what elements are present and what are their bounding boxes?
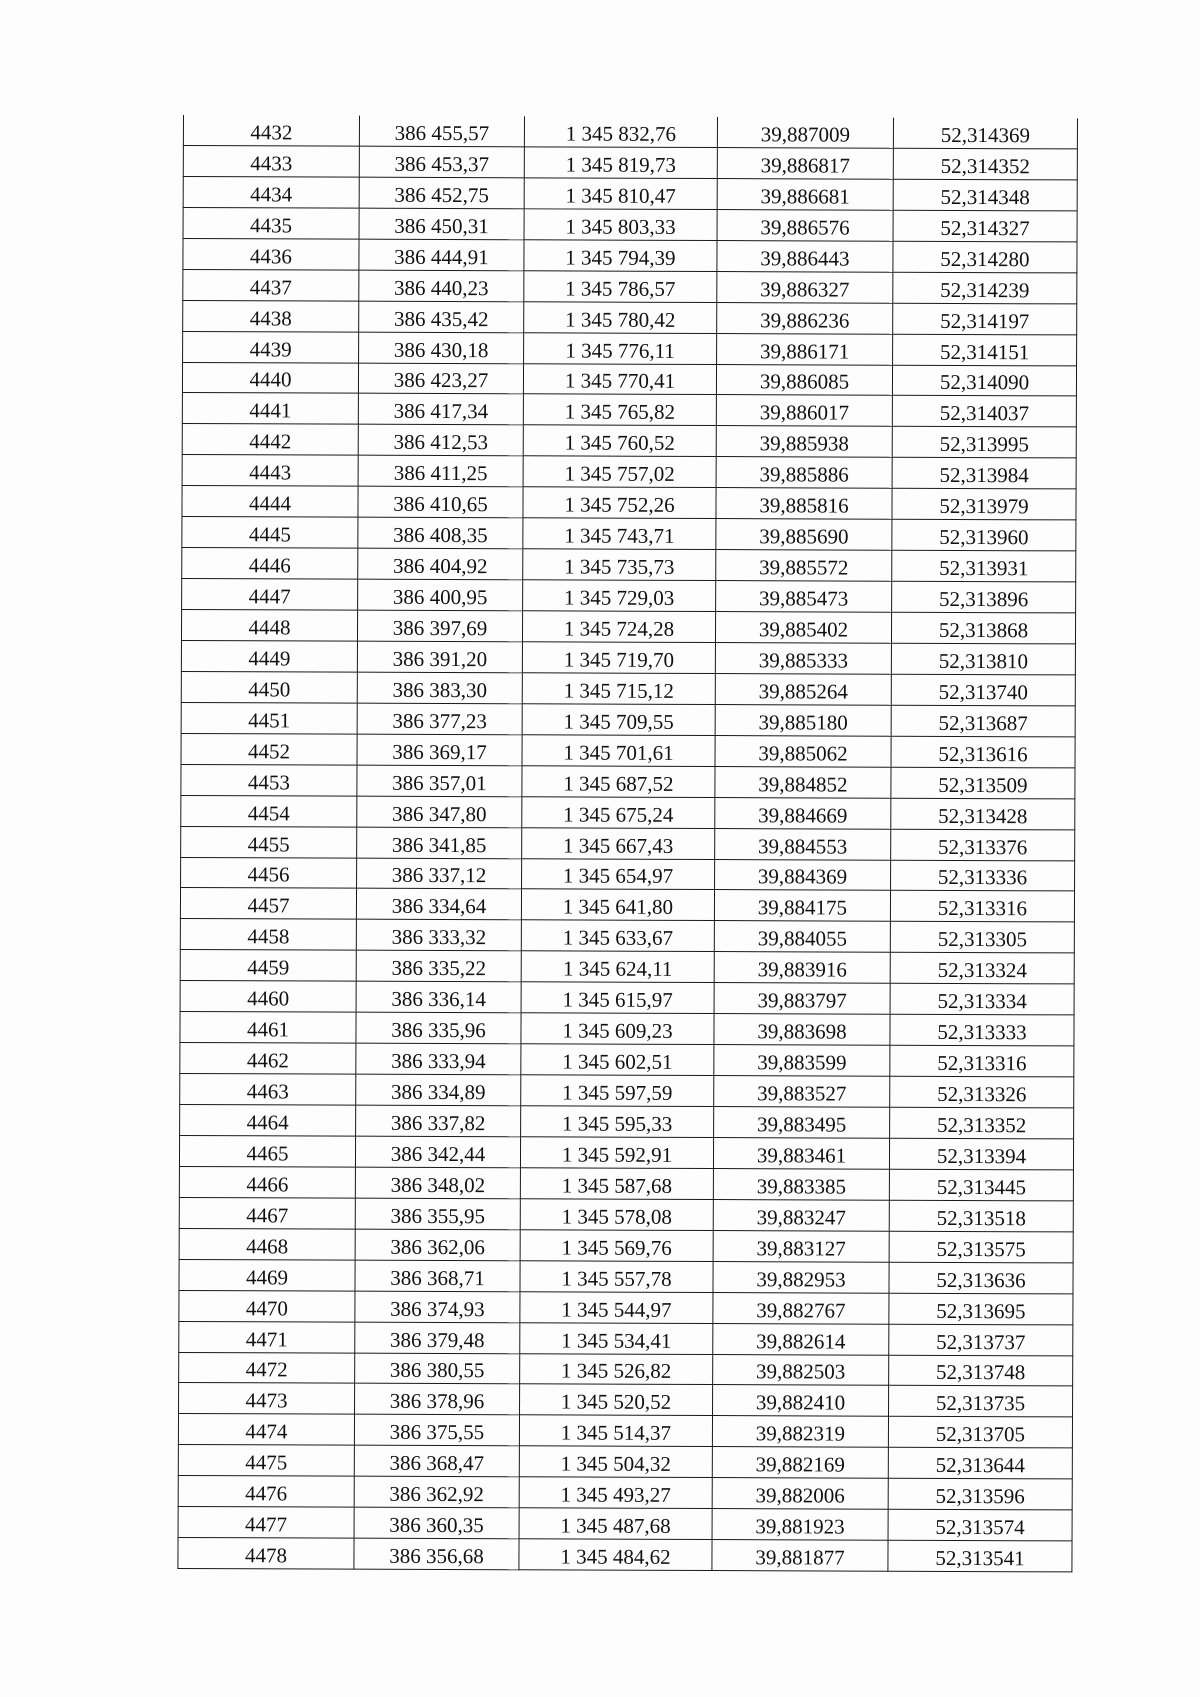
table-row <box>181 826 1075 860</box>
point-number-cell: 4447 <box>182 579 358 611</box>
longitude-cell: 39,887009 <box>717 117 893 148</box>
longitude-cell: 39,883127 <box>713 1230 889 1262</box>
longitude-cell: 39,883461 <box>713 1137 889 1169</box>
y-coordinate-cell: 1 345 760,52 <box>523 425 716 457</box>
x-coordinate-cell: 386 342,44 <box>355 1136 520 1168</box>
table-row <box>183 145 1077 179</box>
table-row <box>180 1012 1074 1046</box>
table-row <box>179 1259 1073 1293</box>
point-number-cell: 4465 <box>179 1135 355 1167</box>
longitude-cell: 39,885062 <box>715 735 891 767</box>
table-row <box>182 517 1076 551</box>
longitude-cell: 39,885690 <box>716 519 892 551</box>
x-coordinate-cell: 386 404,92 <box>358 548 523 580</box>
x-coordinate-cell: 386 378,96 <box>355 1384 520 1416</box>
latitude-cell: 52,313995 <box>892 427 1076 459</box>
latitude-cell: 52,313596 <box>888 1478 1072 1510</box>
latitude-cell: 52,313695 <box>889 1293 1073 1325</box>
x-coordinate-cell: 386 411,25 <box>358 455 523 487</box>
x-coordinate-cell: 386 423,27 <box>358 363 523 395</box>
latitude-cell: 52,313896 <box>892 581 1076 613</box>
latitude-cell: 52,313305 <box>890 922 1074 954</box>
latitude-cell: 52,314352 <box>893 148 1077 180</box>
longitude-cell: 39,886085 <box>716 364 892 396</box>
coordinates-table-body <box>178 115 1078 1572</box>
y-coordinate-cell: 1 345 675,24 <box>522 796 715 828</box>
point-number-cell: 4473 <box>179 1383 355 1415</box>
y-coordinate-cell: 1 345 534,41 <box>520 1322 713 1354</box>
x-coordinate-cell: 386 412,53 <box>358 425 523 457</box>
y-coordinate-cell: 1 345 514,37 <box>519 1415 712 1447</box>
x-coordinate-cell: 386 440,23 <box>359 270 524 302</box>
x-coordinate-cell: 386 337,82 <box>356 1105 521 1137</box>
y-coordinate-cell: 1 345 609,23 <box>521 1013 714 1045</box>
x-coordinate-cell: 386 360,35 <box>354 1507 519 1539</box>
point-number-cell: 4442 <box>182 424 358 456</box>
table-row <box>183 207 1077 241</box>
y-coordinate-cell: 1 345 487,68 <box>519 1508 712 1540</box>
table-row <box>183 115 1077 149</box>
latitude-cell: 52,313316 <box>890 891 1074 923</box>
x-coordinate-cell: 386 410,65 <box>358 486 523 518</box>
y-coordinate-cell: 1 345 520,52 <box>520 1384 713 1416</box>
x-coordinate-cell: 386 337,12 <box>357 858 522 890</box>
latitude-cell: 52,314348 <box>893 179 1077 211</box>
y-coordinate-cell: 1 345 743,71 <box>523 518 716 550</box>
point-number-cell: 4468 <box>179 1228 355 1260</box>
table-row <box>180 981 1074 1015</box>
y-coordinate-cell: 1 345 667,43 <box>522 827 715 859</box>
point-number-cell: 4435 <box>183 207 359 239</box>
latitude-cell: 52,313324 <box>890 953 1074 985</box>
table-row <box>182 579 1076 613</box>
point-number-cell: 4461 <box>180 1012 356 1044</box>
x-coordinate-cell: 386 397,69 <box>357 610 522 642</box>
y-coordinate-cell: 1 345 578,08 <box>520 1199 713 1231</box>
y-coordinate-cell: 1 345 709,55 <box>522 704 715 736</box>
longitude-cell: 39,883797 <box>714 983 890 1015</box>
latitude-cell: 52,313336 <box>891 860 1075 892</box>
y-coordinate-cell: 1 345 615,97 <box>521 982 714 1014</box>
point-number-cell: 4449 <box>181 640 357 672</box>
y-coordinate-cell: 1 345 752,26 <box>523 487 716 519</box>
table-row <box>178 1445 1072 1479</box>
latitude-cell: 52,313687 <box>891 705 1075 737</box>
point-number-cell: 4434 <box>183 176 359 208</box>
point-number-cell: 4456 <box>181 857 357 889</box>
table-row <box>181 795 1075 829</box>
table-row <box>179 1166 1073 1200</box>
table-row <box>181 640 1075 674</box>
latitude-cell: 52,313394 <box>889 1138 1073 1170</box>
y-coordinate-cell: 1 345 715,12 <box>522 673 715 705</box>
latitude-cell: 52,313735 <box>889 1386 1073 1418</box>
latitude-cell: 52,313316 <box>890 1045 1074 1077</box>
table-row <box>179 1135 1073 1169</box>
y-coordinate-cell: 1 345 597,59 <box>521 1075 714 1107</box>
latitude-cell: 52,313575 <box>889 1231 1073 1263</box>
table-row <box>182 455 1076 489</box>
point-number-cell: 4433 <box>183 145 359 177</box>
x-coordinate-cell: 386 430,18 <box>359 332 524 364</box>
latitude-cell: 52,313518 <box>889 1200 1073 1232</box>
x-coordinate-cell: 386 444,91 <box>359 239 524 271</box>
longitude-cell: 39,882006 <box>712 1478 888 1510</box>
latitude-cell: 52,313868 <box>891 612 1075 644</box>
y-coordinate-cell: 1 345 786,57 <box>524 270 717 302</box>
table-row <box>181 733 1075 767</box>
y-coordinate-cell: 1 345 633,67 <box>521 920 714 952</box>
longitude-cell: 39,882614 <box>713 1323 889 1355</box>
point-number-cell: 4455 <box>181 826 357 858</box>
y-coordinate-cell: 1 345 654,97 <box>522 858 715 890</box>
longitude-cell: 39,885816 <box>716 488 892 520</box>
table-row <box>179 1197 1073 1231</box>
point-number-cell: 4470 <box>179 1290 355 1322</box>
point-number-cell: 4474 <box>178 1414 354 1446</box>
point-number-cell: 4462 <box>180 1043 356 1075</box>
y-coordinate-cell: 1 345 724,28 <box>522 611 715 643</box>
table-row <box>181 609 1075 643</box>
point-number-cell: 4471 <box>179 1321 355 1353</box>
x-coordinate-cell: 386 348,02 <box>355 1167 520 1199</box>
x-coordinate-cell: 386 369,17 <box>357 734 522 766</box>
y-coordinate-cell: 1 345 484,62 <box>519 1539 712 1571</box>
point-number-cell: 4450 <box>181 671 357 703</box>
longitude-cell: 39,886443 <box>717 240 893 272</box>
y-coordinate-cell: 1 345 810,47 <box>524 178 717 210</box>
point-number-cell: 4451 <box>181 702 357 734</box>
x-coordinate-cell: 386 417,34 <box>358 394 523 426</box>
x-coordinate-cell: 386 453,37 <box>359 146 524 178</box>
point-number-cell: 4448 <box>181 609 357 641</box>
x-coordinate-cell: 386 356,68 <box>354 1538 519 1570</box>
x-coordinate-cell: 386 383,30 <box>357 672 522 704</box>
y-coordinate-cell: 1 345 641,80 <box>521 889 714 921</box>
longitude-cell: 39,886681 <box>717 178 893 210</box>
point-number-cell: 4437 <box>183 269 359 301</box>
longitude-cell: 39,883698 <box>714 1014 890 1046</box>
table-row <box>182 424 1076 458</box>
longitude-cell: 39,884553 <box>715 828 891 860</box>
x-coordinate-cell: 386 333,94 <box>356 1043 521 1075</box>
point-number-cell: 4467 <box>179 1197 355 1229</box>
longitude-cell: 39,884055 <box>714 921 890 953</box>
x-coordinate-cell: 386 355,95 <box>355 1198 520 1230</box>
y-coordinate-cell: 1 345 770,41 <box>523 363 716 395</box>
longitude-cell: 39,886327 <box>717 271 893 303</box>
point-number-cell: 4460 <box>180 981 356 1013</box>
table-row <box>179 1228 1073 1262</box>
latitude-cell: 52,314280 <box>893 241 1077 273</box>
x-coordinate-cell: 386 362,92 <box>354 1476 519 1508</box>
x-coordinate-cell: 386 368,71 <box>355 1260 520 1292</box>
x-coordinate-cell: 386 335,22 <box>356 950 521 982</box>
point-number-cell: 4472 <box>179 1352 355 1384</box>
table-row <box>181 764 1075 798</box>
longitude-cell: 39,883385 <box>713 1168 889 1200</box>
point-number-cell: 4476 <box>178 1476 354 1508</box>
x-coordinate-cell: 386 379,48 <box>355 1322 520 1354</box>
longitude-cell: 39,886576 <box>717 209 893 241</box>
x-coordinate-cell: 386 362,06 <box>355 1229 520 1261</box>
longitude-cell: 39,881923 <box>712 1509 888 1541</box>
latitude-cell: 52,313931 <box>892 550 1076 582</box>
longitude-cell: 39,886017 <box>716 395 892 427</box>
y-coordinate-cell: 1 345 526,82 <box>520 1353 713 1385</box>
point-number-cell: 4438 <box>183 300 359 332</box>
y-coordinate-cell: 1 345 592,91 <box>520 1137 713 1169</box>
latitude-cell: 52,314327 <box>893 210 1077 242</box>
point-number-cell: 4432 <box>183 115 359 146</box>
x-coordinate-cell: 386 347,80 <box>357 796 522 828</box>
table-row <box>181 857 1075 891</box>
table-row <box>179 1352 1073 1386</box>
longitude-cell: 39,883527 <box>714 1076 890 1108</box>
y-coordinate-cell: 1 345 624,11 <box>521 951 714 983</box>
y-coordinate-cell: 1 345 735,73 <box>523 549 716 581</box>
latitude-cell: 52,313616 <box>891 736 1075 768</box>
point-number-cell: 4478 <box>178 1538 354 1570</box>
point-number-cell: 4444 <box>182 486 358 518</box>
longitude-cell: 39,882319 <box>712 1416 888 1448</box>
point-number-cell: 4439 <box>183 331 359 363</box>
latitude-cell: 52,313984 <box>892 458 1076 490</box>
y-coordinate-cell: 1 345 776,11 <box>524 332 717 364</box>
point-number-cell: 4436 <box>183 238 359 270</box>
table-row <box>180 1074 1074 1108</box>
y-coordinate-cell: 1 345 687,52 <box>522 765 715 797</box>
longitude-cell: 39,885402 <box>715 612 891 644</box>
latitude-cell: 52,313428 <box>891 798 1075 830</box>
x-coordinate-cell: 386 335,96 <box>356 1012 521 1044</box>
x-coordinate-cell: 386 391,20 <box>357 641 522 673</box>
y-coordinate-cell: 1 345 504,32 <box>519 1446 712 1478</box>
point-number-cell: 4466 <box>179 1166 355 1198</box>
table-row <box>180 888 1074 922</box>
point-number-cell: 4440 <box>182 362 358 394</box>
x-coordinate-cell: 386 400,95 <box>358 579 523 611</box>
x-coordinate-cell: 386 452,75 <box>359 177 524 209</box>
longitude-cell: 39,883247 <box>713 1199 889 1231</box>
longitude-cell: 39,885264 <box>715 673 891 705</box>
y-coordinate-cell: 1 345 719,70 <box>522 642 715 674</box>
longitude-cell: 39,882503 <box>713 1354 889 1386</box>
x-coordinate-cell: 386 374,93 <box>355 1291 520 1323</box>
y-coordinate-cell: 1 345 729,03 <box>523 580 716 612</box>
longitude-cell: 39,884852 <box>715 766 891 798</box>
point-number-cell: 4453 <box>181 764 357 796</box>
table-row <box>179 1290 1073 1324</box>
table-row <box>183 331 1077 365</box>
table-row <box>179 1321 1073 1355</box>
y-coordinate-cell: 1 345 794,39 <box>524 240 717 272</box>
longitude-cell: 39,885886 <box>716 457 892 489</box>
longitude-cell: 39,881877 <box>712 1540 888 1572</box>
table-row <box>180 950 1074 984</box>
table-row <box>179 1383 1073 1417</box>
x-coordinate-cell: 386 333,32 <box>356 920 521 952</box>
latitude-cell: 52,313334 <box>890 983 1074 1015</box>
x-coordinate-cell: 386 336,14 <box>356 981 521 1013</box>
point-number-cell: 4443 <box>182 455 358 487</box>
latitude-cell: 52,313509 <box>891 767 1075 799</box>
point-number-cell: 4457 <box>180 888 356 920</box>
longitude-cell: 39,885180 <box>715 704 891 736</box>
y-coordinate-cell: 1 345 701,61 <box>522 735 715 767</box>
x-coordinate-cell: 386 368,47 <box>354 1445 519 1477</box>
y-coordinate-cell: 1 345 595,33 <box>521 1106 714 1138</box>
x-coordinate-cell: 386 380,55 <box>355 1353 520 1385</box>
x-coordinate-cell: 386 408,35 <box>358 517 523 549</box>
table-row <box>182 362 1076 396</box>
longitude-cell: 39,884175 <box>714 890 890 922</box>
point-number-cell: 4441 <box>182 393 358 425</box>
table-row <box>178 1476 1072 1510</box>
table-row <box>178 1507 1072 1541</box>
table-row <box>180 1104 1074 1138</box>
x-coordinate-cell: 386 334,64 <box>356 889 521 921</box>
y-coordinate-cell: 1 345 765,82 <box>523 394 716 426</box>
y-coordinate-cell: 1 345 557,78 <box>520 1260 713 1292</box>
x-coordinate-cell: 386 435,42 <box>359 301 524 333</box>
point-number-cell: 4458 <box>180 919 356 951</box>
table-row <box>178 1414 1072 1448</box>
table-row <box>183 176 1077 210</box>
coordinates-table <box>177 115 1078 1572</box>
longitude-cell: 39,882767 <box>713 1292 889 1324</box>
table-row <box>178 1538 1072 1572</box>
latitude-cell: 52,313748 <box>889 1355 1073 1387</box>
y-coordinate-cell: 1 345 832,76 <box>524 116 717 147</box>
point-number-cell: 4464 <box>180 1104 356 1136</box>
longitude-cell: 39,884669 <box>715 797 891 829</box>
longitude-cell: 39,885473 <box>716 581 892 613</box>
latitude-cell: 52,314239 <box>893 272 1077 304</box>
table-row <box>183 269 1077 303</box>
x-coordinate-cell: 386 334,89 <box>356 1074 521 1106</box>
table-row <box>182 393 1076 427</box>
latitude-cell: 52,314151 <box>893 334 1077 366</box>
table-row <box>182 548 1076 582</box>
latitude-cell: 52,313636 <box>889 1262 1073 1294</box>
y-coordinate-cell: 1 345 780,42 <box>524 301 717 333</box>
point-number-cell: 4454 <box>181 795 357 827</box>
latitude-cell: 52,313737 <box>889 1324 1073 1356</box>
latitude-cell: 52,314037 <box>892 396 1076 428</box>
latitude-cell: 52,313705 <box>888 1417 1072 1449</box>
latitude-cell: 52,314197 <box>893 303 1077 335</box>
table-row <box>180 919 1074 953</box>
point-number-cell: 4477 <box>178 1507 354 1539</box>
latitude-cell: 52,314369 <box>893 118 1077 149</box>
latitude-cell: 52,313810 <box>891 643 1075 675</box>
latitude-cell: 52,313352 <box>890 1107 1074 1139</box>
latitude-cell: 52,313445 <box>889 1169 1073 1201</box>
x-coordinate-cell: 386 450,31 <box>359 208 524 240</box>
longitude-cell: 39,885572 <box>716 550 892 582</box>
y-coordinate-cell: 1 345 587,68 <box>520 1168 713 1200</box>
y-coordinate-cell: 1 345 602,51 <box>521 1044 714 1076</box>
x-coordinate-cell: 386 377,23 <box>357 703 522 735</box>
table-row <box>180 1043 1074 1077</box>
longitude-cell: 39,884369 <box>715 859 891 891</box>
point-number-cell: 4469 <box>179 1259 355 1291</box>
longitude-cell: 39,886817 <box>717 147 893 179</box>
latitude-cell: 52,313979 <box>892 488 1076 520</box>
latitude-cell: 52,313574 <box>888 1509 1072 1541</box>
longitude-cell: 39,886236 <box>717 302 893 334</box>
x-coordinate-cell: 386 375,55 <box>354 1415 519 1447</box>
latitude-cell: 52,313541 <box>888 1540 1072 1572</box>
longitude-cell: 39,885333 <box>715 642 891 674</box>
longitude-cell: 39,886171 <box>717 333 893 365</box>
longitude-cell: 39,882410 <box>713 1385 889 1417</box>
point-number-cell: 4463 <box>180 1074 356 1106</box>
latitude-cell: 52,313376 <box>891 829 1075 861</box>
y-coordinate-cell: 1 345 569,76 <box>520 1230 713 1262</box>
latitude-cell: 52,314090 <box>892 365 1076 397</box>
latitude-cell: 52,313960 <box>892 519 1076 551</box>
latitude-cell: 52,313644 <box>888 1448 1072 1480</box>
y-coordinate-cell: 1 345 803,33 <box>524 209 717 241</box>
table-row <box>183 300 1077 334</box>
y-coordinate-cell: 1 345 819,73 <box>524 147 717 179</box>
longitude-cell: 39,885938 <box>716 426 892 458</box>
longitude-cell: 39,882953 <box>713 1261 889 1293</box>
point-number-cell: 4452 <box>181 733 357 765</box>
longitude-cell: 39,883916 <box>714 952 890 984</box>
point-number-cell: 4446 <box>182 548 358 580</box>
point-number-cell: 4459 <box>180 950 356 982</box>
table-row <box>183 238 1077 272</box>
latitude-cell: 52,313740 <box>891 674 1075 706</box>
x-coordinate-cell: 386 455,57 <box>359 116 524 147</box>
x-coordinate-cell: 386 357,01 <box>357 765 522 797</box>
x-coordinate-cell: 386 341,85 <box>357 827 522 859</box>
point-number-cell: 4445 <box>182 517 358 549</box>
latitude-cell: 52,313326 <box>890 1076 1074 1108</box>
table-row <box>181 671 1075 705</box>
table-row <box>181 702 1075 736</box>
longitude-cell: 39,882169 <box>712 1447 888 1479</box>
longitude-cell: 39,883495 <box>714 1107 890 1139</box>
table-row <box>182 486 1076 520</box>
latitude-cell: 52,313333 <box>890 1014 1074 1046</box>
y-coordinate-cell: 1 345 544,97 <box>520 1291 713 1323</box>
y-coordinate-cell: 1 345 493,27 <box>519 1477 712 1509</box>
y-coordinate-cell: 1 345 757,02 <box>523 456 716 488</box>
point-number-cell: 4475 <box>178 1445 354 1477</box>
longitude-cell: 39,883599 <box>714 1045 890 1077</box>
